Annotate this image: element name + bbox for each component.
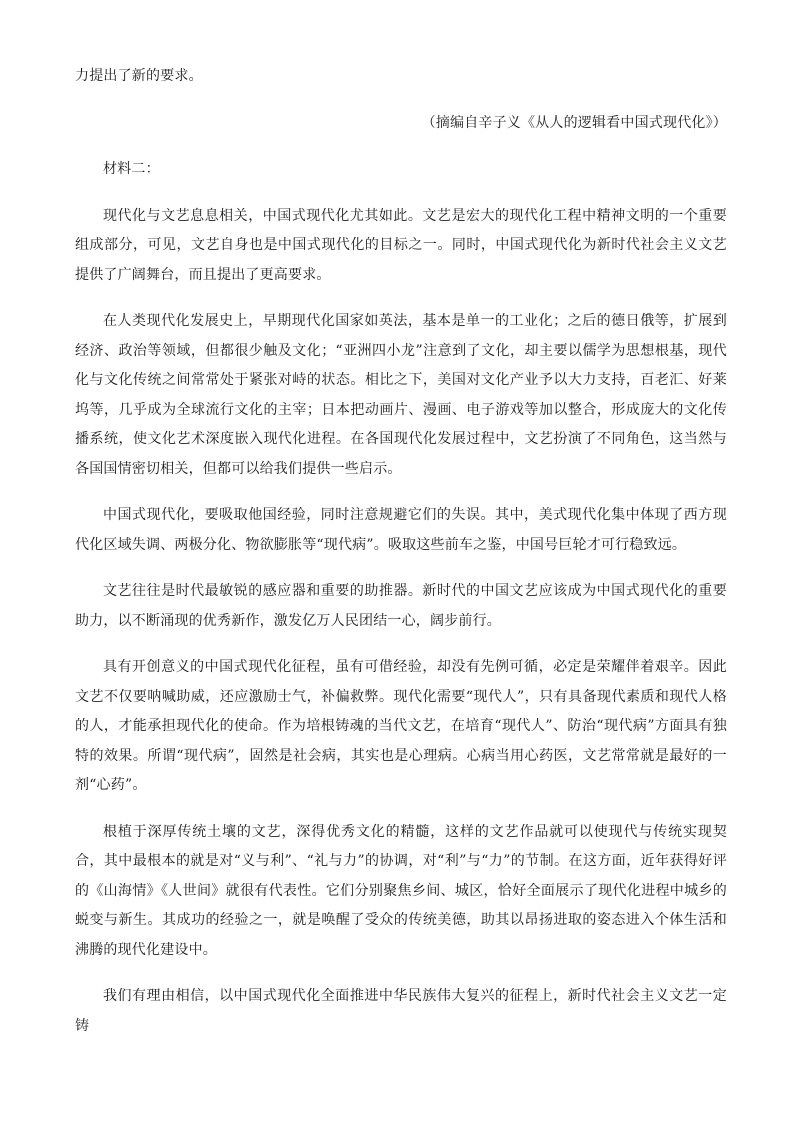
document-body xyxy=(75,62,727,1041)
paragraph: 我们有理由相信，以中国式现代化全面推进中华民族伟大复兴的征程上，新时代社会主义文艺一定铸 xyxy=(75,988,727,1034)
section-label: 材料二： xyxy=(103,161,160,177)
paragraph: 现代化与文艺息息相关，中国式现代化尤其如此。文艺是宏大的现代化工程中精神文明的一个重要组成部分，可见，文艺自身也是中国式现代化的目标之一。同时，中国式现代化为新时代社会主义文艺提供了广阔舞台，而且提出了更高要求。 xyxy=(75,207,727,283)
paragraph: 根植于深厚传统土壤的文艺，深得优秀文化的精髓，这样的文艺作品就可以使现代与传统实现契合，其中最根本的就是对“义与利”、“礼与力”的协调，对“利”与“力”的节制。在这方面，近年获得好评的《山海情》《人世间》就很有代表性。它们分别聚焦乡间、城区，恰好全面展示了现代化进程中城乡的蜕变与新生。其成功的经验之一，就是唤醒了受众的传统美德，助其以昂扬进取的姿态进入个体生活和沸腾的现代化建设中。 xyxy=(75,823,727,958)
paragraph: 中国式现代化，要吸取他国经验，同时注意规避它们的失误。其中，美式现代化集中体现了西方现代化区域失调、两极分化、物欲膨胀等“现代病”。吸取这些前车之鉴，中国号巨轮才可行稳致远。 xyxy=(75,507,727,553)
paragraph: 文艺往往是时代最敏锐的感应器和重要的助推器。新时代的中国文艺应该成为中国式现代化的重要助力，以不断涌现的优秀新作，激发亿万人民团结一心，阔步前行。 xyxy=(75,583,727,629)
paragraph: 在人类现代化发展史上，早期现代化国家如英法，基本是单一的工业化；之后的德日俄等，扩展到经济、政治等领域，但都很少触及文化；“亚洲四小龙”注意到了文化，却主要以儒学为思想根基，现代化与文化传统之间常常处于紧张对峙的状态。相比之下，美国对文化产业予以大力支持，百老汇、好莱坞等，几乎成为全球流行文化的主宰；日本把动画片、漫画、电子游戏等加以整合，形成庞大的文化传播系统，使文化艺术深度嵌入现代化进程。在各国现代化发展过程中，文艺扮演了不同角色，这当然与各国国情密切相关，但都可以给我们提供一些启示。 xyxy=(75,313,727,477)
source-citation: （摘编自辛子义《从人的逻辑看中国式现代化》） xyxy=(421,114,727,131)
continuation-text: 力提出了新的要求。 xyxy=(75,68,203,84)
paragraph: 具有开创意义的中国式现代化征程，虽有可借经验，却没有先例可循，必定是荣耀伴着艰辛。因此文艺不仅要呐喊助威，还应激励士气，补偏救弊。现代化需要“现代人”，只有具备现代素质和现代人格的人，才能承担现代化的使命。作为培根铸魂的当代文艺，在培育“现代人”、防治“现代病”方面具有独特的效果。所谓“现代病”，固然是社会病，其实也是心理病。心病当用心药医，文艺常常就是最好的一剂“心药”。 xyxy=(75,659,727,793)
